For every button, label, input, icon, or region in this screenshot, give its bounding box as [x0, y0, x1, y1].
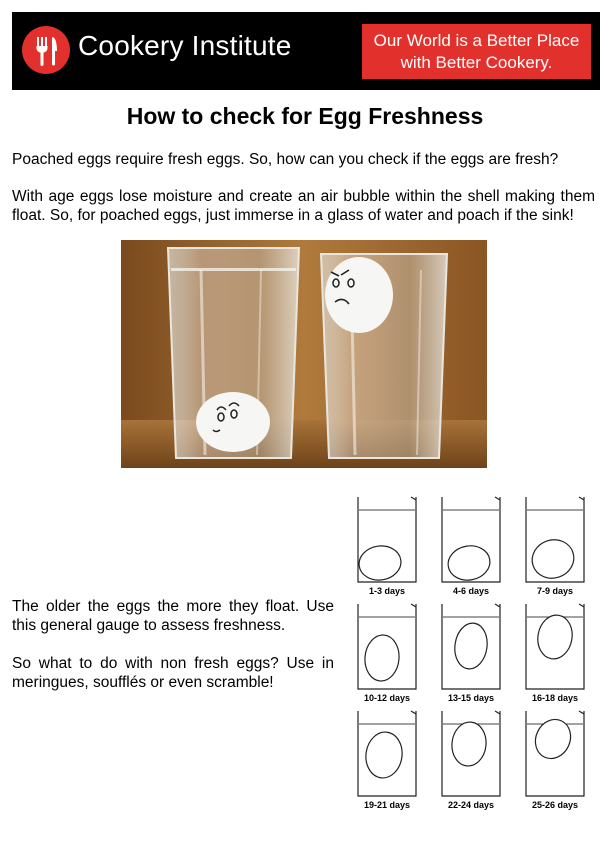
fork-knife-icon — [22, 26, 70, 74]
logo — [22, 26, 70, 74]
gauge-egg — [363, 730, 405, 781]
tagline-box — [362, 24, 591, 79]
explanation-paragraph: With age eggs lose moisture and create an air bubble within the shell making them float. So, for poached eggs, just immerse in a glass of water and poach if the sink! — [12, 188, 595, 224]
gauge-glass — [526, 604, 584, 703]
gauge-egg — [357, 543, 403, 583]
sinking-egg — [196, 392, 270, 452]
gauge-egg — [452, 621, 490, 671]
left-glass — [168, 248, 299, 458]
gauge-egg — [445, 543, 492, 584]
gauge-glass — [442, 711, 500, 810]
non-fresh-paragraph: So what to do with non fresh eggs? Use in meringues, soufflés or even scramble! — [12, 655, 334, 691]
gauge-egg — [363, 634, 401, 683]
gauge-egg — [534, 612, 575, 661]
floating-egg — [325, 257, 393, 333]
freshness-gauge — [350, 495, 600, 815]
gauge-label: 13-15 days — [447, 693, 495, 703]
gauge-paragraph: The older the eggs the more they float. Use this general gauge to assess freshness. — [12, 598, 334, 634]
gauge-label: 10-12 days — [363, 693, 411, 703]
gauge-glass — [526, 711, 584, 810]
gauge-label: 7-9 days — [536, 586, 574, 596]
gauge-label: 1-3 days — [368, 586, 406, 596]
gauge-glass — [442, 604, 500, 703]
gauge-glass — [442, 497, 500, 596]
gauge-egg — [450, 720, 488, 767]
gauge-glass — [358, 711, 416, 810]
gauge-label: 16-18 days — [531, 693, 579, 703]
header-banner — [12, 12, 600, 90]
gauge-label: 25-26 days — [531, 800, 579, 810]
gauge-egg — [529, 714, 577, 765]
right-glass — [321, 254, 447, 458]
gauge-egg — [527, 534, 579, 583]
gauge-label: 19-21 days — [363, 800, 411, 810]
gauge-glass — [526, 497, 584, 596]
gauge-glass — [357, 497, 416, 596]
gauge-glass — [358, 604, 416, 703]
egg-glasses-photo — [121, 240, 487, 468]
gauge-label: 22-24 days — [447, 800, 495, 810]
tagline-line-1: Our World is a Better Place — [373, 30, 580, 50]
page-title: How to check for Egg Freshness — [126, 103, 484, 129]
intro-paragraph: Poached eggs require fresh eggs. So, how can you check if the eggs are fresh? — [12, 151, 559, 168]
brand-name: Cookery Institute — [78, 30, 292, 61]
gauge-label: 4-6 days — [452, 586, 490, 596]
tagline-line-2: with Better Cookery. — [400, 52, 553, 72]
